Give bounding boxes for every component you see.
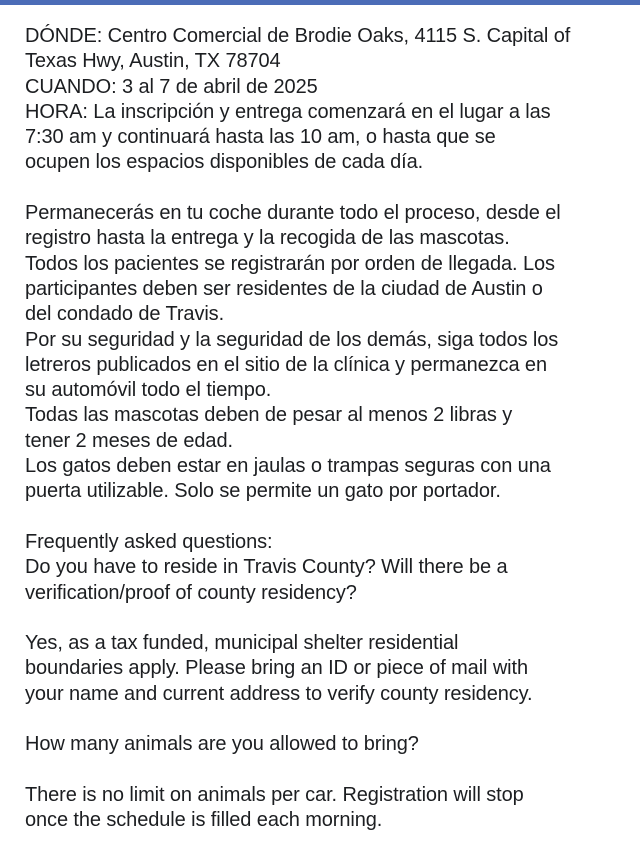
where-line: DÓNDE: Centro Comercial de Brodie Oaks, 4115 S. Capital of [25,25,571,47]
faq-answer-1-cont: boundaries apply. Please bring an ID or piece of mail with [25,657,528,680]
rules-line: registro hasta la entrega y la recogida de las mascotas. [25,227,510,250]
faq-question-1-cont: verification/proof of county residency? [25,581,357,604]
rules-line: su automóvil todo el tiempo. [25,379,272,402]
rules-line: Los gatos deben estar en jaulas o trampas seguras con una [25,455,551,478]
paragraph-gap [25,505,622,530]
paragraph-gap [25,176,622,201]
rules-line: Por su seguridad y la seguridad de los demás, siga todos los [25,328,559,351]
faq-answer-2-cont: once the schedule is filled each morning. [25,809,383,832]
faq-answer-2: There is no limit on animals per car. Registration will stop [25,783,524,806]
event-details-block [25,24,622,176]
rules-line: participantes deben ser residentes de la ciudad de Austin o [25,277,543,300]
when-line: CUANDO: 3 al 7 de abril de 2025 [25,75,318,98]
faq-heading: Frequently asked questions: [25,530,273,553]
rules-line: Todos los pacientes se registrarán por orden de llegada. Los [25,252,555,275]
faq-answer-1: Yes, as a tax funded, municipal shelter residential [25,632,459,655]
time-line: HORA: La inscripción y entrega comenzará en el lugar a las [25,100,551,123]
faq-answer-1-cont: your name and current address to verify county residency. [25,682,533,705]
where-line-cont: Texas Hwy, Austin, TX 78704 [25,50,281,73]
time-line-cont-2: ocupen los espacios disponibles de cada día. [25,151,424,174]
rules-line: letreros publicados en el sitio de la clínica y permanezca en [25,353,547,376]
rules-line: del condado de Travis. [25,303,225,326]
rules-block [25,201,622,505]
rules-line: puerta utilizable. Solo se permite un gato por portador. [25,480,501,503]
post-text-body [0,5,640,834]
time-line-cont-1: 7:30 am y continuará hasta las 10 am, o hasta que se [25,126,496,149]
paragraph-gap [25,707,622,732]
rules-line: Todas las mascotas deben de pesar al menos 2 libras y [25,404,513,427]
faq-question-1: Do you have to reside in Travis County? Will there be a [25,556,508,579]
faq-block [25,530,622,834]
rules-line: Permanecerás en tu coche durante todo el proceso, desde el [25,202,561,225]
faq-question-2: How many animals are you allowed to bring? [25,733,419,756]
paragraph-gap [25,758,622,783]
rules-line: tener 2 meses de edad. [25,429,233,452]
paragraph-gap [25,606,622,631]
